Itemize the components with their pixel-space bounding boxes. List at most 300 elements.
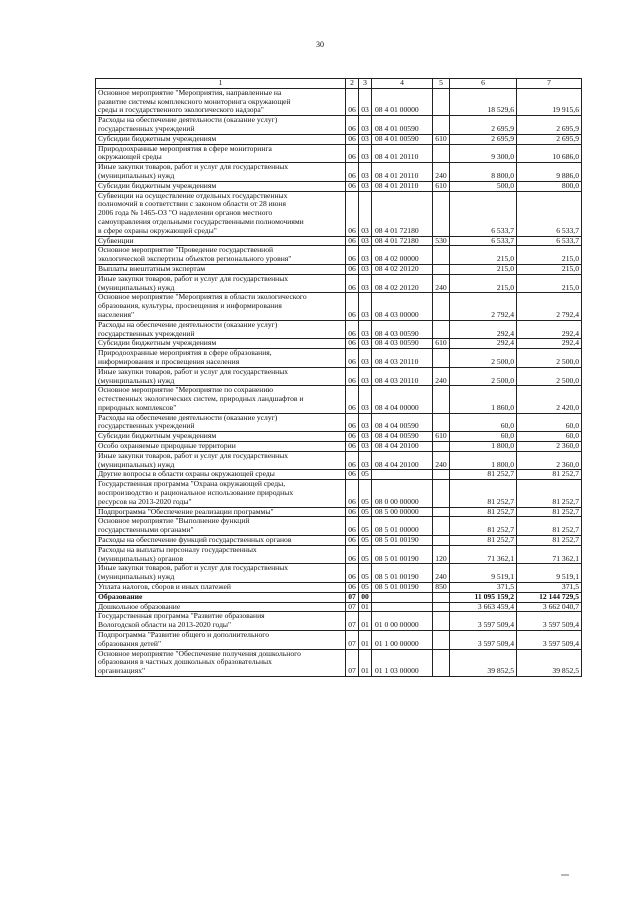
row-name-line: полномочий в соответствии с законом области от 28 июня	[98, 199, 286, 209]
row-csr: 01 1 03 00000	[372, 649, 433, 676]
row-value-year2: 71 362,1	[517, 545, 582, 564]
row-csr	[372, 592, 433, 602]
table-row	[96, 163, 582, 182]
row-rz: 06	[346, 134, 359, 144]
row-value-year1: 8 800,0	[450, 163, 517, 182]
row-vr	[433, 116, 450, 135]
row-vr	[433, 88, 450, 115]
row-rz: 06	[346, 339, 359, 349]
row-value-year1: 11 095 159,2	[450, 592, 517, 602]
row-csr: 08 4 04 20100	[372, 442, 433, 452]
row-value-year1: 500,0	[450, 181, 517, 191]
row-rz: 06	[346, 386, 359, 413]
row-pr: 03	[359, 386, 372, 413]
budget-table	[95, 78, 582, 677]
row-name-line: Субвенции	[98, 236, 134, 245]
row-name-line: Иные закупки товаров, работ и услуг для государственных	[98, 563, 289, 573]
row-csr: 01 0 00 00000	[372, 612, 433, 631]
table-row	[96, 564, 582, 583]
row-value-year1: 292,4	[450, 339, 517, 349]
row-value-year1: 215,0	[450, 246, 517, 265]
row-value-year2: 215,0	[517, 246, 582, 265]
row-pr: 03	[359, 349, 372, 368]
row-value-year2: 9 519,1	[517, 564, 582, 583]
row-csr: 08 4 03 00590	[372, 339, 433, 349]
row-value-year2: 6 533,7	[517, 236, 582, 246]
row-name-line: Расходы на обеспечение деятельности (оказание услуг)	[98, 320, 278, 329]
row-rz: 06	[346, 507, 359, 517]
row-value-year2: 2 500,0	[517, 367, 582, 386]
row-rz: 06	[346, 545, 359, 564]
row-value-year1: 2 695,9	[450, 134, 517, 144]
row-value-year1: 81 252,7	[450, 517, 517, 536]
table-row	[96, 116, 582, 135]
table-row	[96, 451, 582, 470]
table-row	[96, 432, 582, 442]
row-csr: 08 4 01 00000	[372, 88, 433, 115]
row-pr: 03	[359, 236, 372, 246]
header-cell-pr: 3	[359, 79, 372, 89]
row-name-line: Расходы на обеспечение деятельности (оказание услуг)	[98, 115, 278, 125]
row-value-year2: 6 533,7	[517, 191, 582, 236]
row-value-year1: 1 800,0	[450, 451, 517, 470]
row-name-line: Вологодской области на 2013-2020 годы"	[98, 620, 232, 630]
row-rz: 06	[346, 116, 359, 135]
row-value-year1: 3 597 509,4	[450, 612, 517, 631]
row-csr: 08 4 01 20110	[372, 181, 433, 191]
row-pr: 05	[359, 545, 372, 564]
row-vr	[433, 631, 450, 650]
row-rz: 06	[346, 349, 359, 368]
row-name-line: Государственная программа "Охрана окружающей среды,	[98, 479, 286, 489]
row-name-line: ресурсов на 2013-2020 годы"	[98, 496, 192, 506]
row-name-line: Природоохранные мероприятия в сфере образования,	[98, 348, 272, 358]
row-vr: 850	[433, 583, 450, 593]
row-rz: 06	[346, 274, 359, 293]
row-name-line: Субсидии бюджетным учреждениям	[98, 431, 217, 441]
row-name-line: Субвенции на осуществление отдельных государственных	[98, 191, 288, 200]
row-name-line: природных комплексов"	[98, 402, 177, 412]
table-row	[96, 367, 582, 386]
table-row	[96, 349, 582, 368]
row-value-year1: 81 252,7	[450, 507, 517, 517]
row-value-year2: 3 597 509,4	[517, 631, 582, 650]
row-name-line: естественных экологических систем, природных ландшафтов и	[98, 394, 304, 404]
row-value-year2: 60,0	[517, 413, 582, 432]
row-name-line: Субсидии бюджетным учреждениям	[98, 338, 217, 348]
row-rz: 07	[346, 602, 359, 612]
row-pr: 03	[359, 274, 372, 293]
row-name-line: в сфере охраны окружающей среды"	[98, 225, 217, 235]
row-vr	[433, 144, 450, 163]
row-value-year1: 60,0	[450, 413, 517, 432]
header-cell-year2: 7	[517, 79, 582, 89]
row-vr: 240	[433, 163, 450, 182]
row-name-line: Расходы на выплаты персоналу государственных	[98, 545, 257, 554]
row-vr	[433, 517, 450, 536]
row-csr: 08 5 01 00190	[372, 536, 433, 546]
row-value-year2: 19 915,6	[517, 88, 582, 115]
row-value-year2: 292,4	[517, 339, 582, 349]
row-name-line: Подпрограмма "Развитие общего и дополнительного	[98, 630, 270, 640]
row-rz: 07	[346, 612, 359, 631]
row-vr	[433, 320, 450, 339]
row-pr: 05	[359, 564, 372, 583]
row-rz: 06	[346, 451, 359, 470]
row-name	[96, 432, 346, 442]
row-value-year2: 215,0	[517, 264, 582, 274]
table-row	[96, 134, 582, 144]
row-csr: 08 4 03 00000	[372, 293, 433, 320]
row-csr: 08 5 01 00190	[372, 583, 433, 593]
row-rz: 06	[346, 181, 359, 191]
row-value-year2: 371,5	[517, 583, 582, 593]
row-value-year1: 2 500,0	[450, 367, 517, 386]
table-row	[96, 536, 582, 546]
table-row	[96, 470, 582, 480]
row-pr: 01	[359, 631, 372, 650]
row-vr: 240	[433, 451, 450, 470]
row-name-line: Основное мероприятие "Выполнение функций	[98, 516, 250, 526]
row-vr	[433, 649, 450, 676]
row-name	[96, 631, 346, 650]
row-name-line: (муниципальных) органов	[98, 553, 184, 563]
row-value-year2: 2 695,9	[517, 116, 582, 135]
row-value-year2: 2 792,4	[517, 293, 582, 320]
row-rz: 06	[346, 236, 359, 246]
row-csr: 01 1 00 00000	[372, 631, 433, 650]
row-value-year2: 2 695,9	[517, 134, 582, 144]
header-cell-year1: 6	[450, 79, 517, 89]
row-name	[96, 386, 346, 413]
row-name-line: развитие системы комплексного мониторинга окружающей	[98, 96, 291, 106]
row-value-year1: 39 852,5	[450, 649, 517, 676]
row-rz: 07	[346, 649, 359, 676]
row-value-year1: 18 529,6	[450, 88, 517, 115]
row-name-line: Государственная программа "Развитие образования	[98, 611, 265, 621]
row-name-line: информирования и просвещения населения	[98, 356, 240, 366]
row-name	[96, 507, 346, 517]
row-name	[96, 592, 346, 602]
row-value-year2: 2 500,0	[517, 349, 582, 368]
row-rz: 07	[346, 592, 359, 602]
row-vr: 240	[433, 564, 450, 583]
table-row	[96, 191, 582, 236]
table-row	[96, 88, 582, 115]
row-value-year1: 9 519,1	[450, 564, 517, 583]
row-value-year1: 1 860,0	[450, 386, 517, 413]
row-name-line: 2006 года № 1465-ОЗ "О наделении органов местного	[98, 208, 273, 218]
row-value-year1: 3 663 459,4	[450, 602, 517, 612]
row-pr: 03	[359, 88, 372, 115]
row-pr: 05	[359, 507, 372, 517]
row-value-year1: 215,0	[450, 274, 517, 293]
table-body	[96, 79, 582, 677]
row-pr: 05	[359, 470, 372, 480]
row-value-year2: 800,0	[517, 181, 582, 191]
row-name-line: государственных учреждений	[98, 421, 195, 431]
row-value-year2: 3 597 509,4	[517, 612, 582, 631]
table-row	[96, 631, 582, 650]
row-value-year1: 6 533,7	[450, 236, 517, 246]
row-name-line: Особо охраняемые природные территории	[98, 441, 236, 451]
row-vr	[433, 442, 450, 452]
row-name-line: образования в частных дошкольных образовательных	[98, 657, 272, 667]
row-name-line: окружающей среды	[98, 152, 162, 162]
row-name-line: населения"	[98, 309, 135, 319]
row-name	[96, 181, 346, 191]
row-csr: 08 4 01 20110	[372, 163, 433, 182]
row-vr	[433, 413, 450, 432]
row-pr: 03	[359, 116, 372, 135]
row-value-year2: 12 144 729,5	[517, 592, 582, 602]
table-row	[96, 480, 582, 507]
row-name-line: Уплата налогов, сборов и иных платежей	[98, 582, 231, 592]
row-name	[96, 564, 346, 583]
row-pr: 03	[359, 442, 372, 452]
row-pr: 01	[359, 602, 372, 612]
row-name-line: Расходы на обеспечение функций государственных органов	[98, 535, 292, 545]
row-name-line: (муниципальных) нужд	[98, 282, 175, 292]
row-pr: 00	[359, 592, 372, 602]
row-vr	[433, 246, 450, 265]
row-name-line: Субсидии бюджетным учреждениям	[98, 181, 217, 190]
row-pr: 03	[359, 246, 372, 265]
row-pr: 01	[359, 649, 372, 676]
row-pr: 05	[359, 583, 372, 593]
row-name-line: Расходы на обеспечение деятельности (оказание услуг)	[98, 413, 278, 422]
table-row	[96, 236, 582, 246]
row-value-year2: 3 662 040,7	[517, 602, 582, 612]
row-pr: 03	[359, 339, 372, 349]
row-rz: 06	[346, 144, 359, 163]
table-row	[96, 144, 582, 163]
row-name	[96, 88, 346, 115]
row-name	[96, 536, 346, 546]
row-value-year2: 2 360,0	[517, 451, 582, 470]
row-csr: 08 4 04 00590	[372, 432, 433, 442]
row-pr: 03	[359, 367, 372, 386]
row-name	[96, 517, 346, 536]
row-name	[96, 264, 346, 274]
row-csr: 08 4 01 20110	[372, 144, 433, 163]
row-rz: 06	[346, 293, 359, 320]
row-name	[96, 191, 346, 236]
row-rz: 06	[346, 583, 359, 593]
row-name-line: Дошкольное образование	[98, 602, 181, 611]
row-vr	[433, 612, 450, 631]
row-name-line: Основное мероприятие "Мероприятие по сохранению	[98, 385, 274, 395]
row-vr	[433, 480, 450, 507]
table-row	[96, 592, 582, 602]
row-name	[96, 320, 346, 339]
row-rz: 06	[346, 536, 359, 546]
row-name	[96, 612, 346, 631]
row-pr: 05	[359, 480, 372, 507]
row-name-line: Другие вопросы в области охраны окружающей среды	[98, 469, 275, 479]
row-pr: 03	[359, 144, 372, 163]
row-name	[96, 649, 346, 676]
row-csr: 08 5 01 00000	[372, 517, 433, 536]
row-name-line: Иные закупки товаров, работ и услуг для государственных	[98, 367, 289, 376]
row-name	[96, 339, 346, 349]
table-row	[96, 181, 582, 191]
row-vr	[433, 592, 450, 602]
row-value-year1: 3 597 509,4	[450, 631, 517, 650]
row-value-year1: 2 695,9	[450, 116, 517, 135]
row-name-line: организациях"	[98, 666, 146, 676]
row-rz: 06	[346, 413, 359, 432]
row-csr: 08 4 02 20120	[372, 274, 433, 293]
row-name	[96, 367, 346, 386]
row-name-line: (муниципальных) нужд	[98, 459, 175, 469]
row-csr: 08 4 01 72180	[372, 191, 433, 236]
row-name	[96, 545, 346, 564]
row-csr: 08 4 01 72180	[372, 236, 433, 246]
row-value-year2: 292,4	[517, 320, 582, 339]
table-header-row	[96, 79, 582, 89]
row-vr	[433, 386, 450, 413]
table-row	[96, 442, 582, 452]
row-value-year1: 215,0	[450, 264, 517, 274]
row-pr: 03	[359, 413, 372, 432]
row-vr: 610	[433, 134, 450, 144]
row-csr: 08 4 02 20120	[372, 264, 433, 274]
row-pr: 03	[359, 163, 372, 182]
row-name-line: Природоохранные мероприятия в сфере мониторинга	[98, 144, 272, 153]
table-row	[96, 386, 582, 413]
row-csr	[372, 470, 433, 480]
row-pr: 03	[359, 134, 372, 144]
row-name	[96, 480, 346, 507]
row-value-year2: 2 420,0	[517, 386, 582, 413]
row-name	[96, 583, 346, 593]
table-row	[96, 413, 582, 432]
row-name	[96, 293, 346, 320]
row-name	[96, 442, 346, 452]
row-csr: 08 4 04 20100	[372, 451, 433, 470]
row-csr: 08 4 03 00590	[372, 320, 433, 339]
row-csr: 08 5 01 00190	[372, 564, 433, 583]
row-name-line: Иные закупки товаров, работ и услуг для государственных	[98, 451, 289, 460]
row-csr: 08 4 04 00000	[372, 386, 433, 413]
row-vr	[433, 264, 450, 274]
row-name	[96, 134, 346, 144]
row-rz: 06	[346, 517, 359, 536]
row-vr	[433, 470, 450, 480]
row-vr: 610	[433, 339, 450, 349]
row-value-year2: 81 252,7	[517, 536, 582, 546]
row-vr: 240	[433, 274, 450, 293]
row-name-line: Основное мероприятие "Мероприятия, направленные на	[98, 88, 282, 97]
row-value-year2: 81 252,7	[517, 480, 582, 507]
scan-mark	[561, 874, 569, 876]
table-row	[96, 649, 582, 676]
row-vr: 610	[433, 432, 450, 442]
row-pr: 01	[359, 612, 372, 631]
row-csr: 08 0 00 00000	[372, 480, 433, 507]
row-name	[96, 246, 346, 265]
row-pr: 03	[359, 320, 372, 339]
row-value-year1: 60,0	[450, 432, 517, 442]
row-value-year2: 10 686,0	[517, 144, 582, 163]
row-pr: 03	[359, 451, 372, 470]
row-vr: 530	[433, 236, 450, 246]
row-name-line: Выплаты внештатным экспертам	[98, 264, 206, 273]
row-name-line: Подпрограмма "Обеспечение реализации программы"	[98, 507, 274, 516]
header-cell-csr: 4	[372, 79, 433, 89]
row-vr	[433, 536, 450, 546]
row-name-line: (муниципальных) нужд	[98, 375, 175, 385]
row-name	[96, 451, 346, 470]
table-row	[96, 507, 582, 517]
row-csr: 08 5 01 00190	[372, 545, 433, 564]
row-name	[96, 602, 346, 612]
page-number: 30	[316, 40, 324, 49]
row-value-year1: 81 252,7	[450, 536, 517, 546]
row-value-year2: 81 252,7	[517, 507, 582, 517]
row-name-line: экологической экспертизы объектов регионального уровня"	[98, 254, 292, 264]
row-value-year2: 60,0	[517, 432, 582, 442]
row-name-line: образования, культуры, просвещения и информирования	[98, 301, 282, 311]
row-value-year1: 81 252,7	[450, 480, 517, 507]
row-rz: 06	[346, 470, 359, 480]
row-name-line: Основное мероприятие "Проведение государственной	[98, 245, 274, 255]
row-value-year1: 1 800,0	[450, 442, 517, 452]
table-row	[96, 274, 582, 293]
row-csr: 08 4 01 00590	[372, 134, 433, 144]
row-name-line: воспроизводство и рациональное использование природных	[98, 488, 294, 498]
row-name	[96, 413, 346, 432]
row-vr	[433, 191, 450, 236]
row-pr: 05	[359, 517, 372, 536]
table-row	[96, 293, 582, 320]
row-pr: 03	[359, 181, 372, 191]
row-name-line: (муниципальных) нужд	[98, 170, 175, 180]
table-row	[96, 320, 582, 339]
row-value-year2: 81 252,7	[517, 517, 582, 536]
row-name-line: образования детей"	[98, 638, 162, 648]
table-row	[96, 583, 582, 593]
row-rz: 06	[346, 320, 359, 339]
table-row	[96, 246, 582, 265]
row-value-year2: 215,0	[517, 274, 582, 293]
row-csr: 08 4 03 20110	[372, 349, 433, 368]
row-name	[96, 163, 346, 182]
row-csr: 08 4 04 00590	[372, 413, 433, 432]
row-name	[96, 349, 346, 368]
row-pr: 03	[359, 191, 372, 236]
row-vr: 120	[433, 545, 450, 564]
row-name-line: государственными органами"	[98, 525, 194, 535]
row-name-line: Иные закупки товаров, работ и услуг для государственных	[98, 274, 289, 283]
row-vr: 240	[433, 367, 450, 386]
row-value-year1: 71 362,1	[450, 545, 517, 564]
row-name-line: Иные закупки товаров, работ и услуг для государственных	[98, 162, 289, 172]
row-value-year1: 371,5	[450, 583, 517, 593]
row-rz: 06	[346, 564, 359, 583]
row-name-line: Образование	[98, 592, 143, 601]
row-name-line: Субсидии бюджетным учреждениям	[98, 134, 217, 143]
row-name	[96, 274, 346, 293]
row-vr	[433, 507, 450, 517]
row-name-line: Основное мероприятие "Обеспечение получения дошкольного	[98, 649, 301, 658]
row-rz: 06	[346, 480, 359, 507]
row-value-year2: 81 252,7	[517, 470, 582, 480]
header-cell-name: 1	[96, 79, 346, 89]
row-rz: 07	[346, 631, 359, 650]
row-value-year1: 6 533,7	[450, 191, 517, 236]
